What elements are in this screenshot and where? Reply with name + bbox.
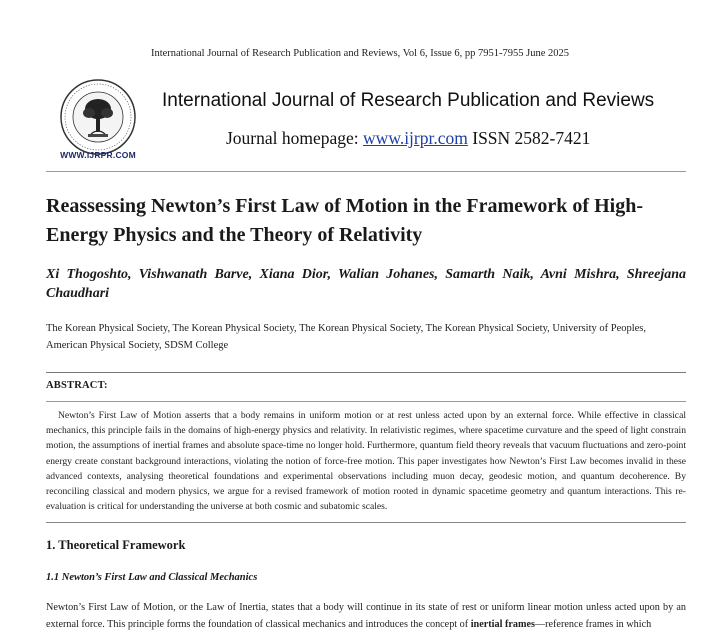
journal-title: International Journal of Research Publication and Reviews (162, 90, 655, 111)
running-head: International Journal of Research Publication and Reviews, Vol 6, Issue 6, pp 7951-7955 June 2025 (150, 48, 570, 59)
affiliations: The Korean Physical Society, The Korean Physical Society, The Korean Physical Society, The Korean Physical Society, University of Peoples, American Physical Society, SDSM College (46, 323, 647, 351)
header-divider (46, 171, 686, 172)
logo-url-caption: WWW.IJRPR.COM (60, 150, 136, 160)
body-text-part: Newton’s First Law of Motion, or the Law of Inertia, states that a body will continue in its state of rest or uniform linear motion unless acted upon by an external force. This principle forms the foundation of classical mechanics and introduces the concept of (46, 602, 686, 630)
abstract-heading: ABSTRACT: (46, 380, 108, 391)
abstract-text: Newton’s First Law of Motion asserts that a body remains in uniform motion or at rest unless acted upon by an external force. While effective in classical mechanics, this principle fails in the domains of high-energy physics and relativity. In relativistic regimes, where spacetime curvature and the speed of light constrain motion, the assumptions of inertial frames and absolute space-time no longer hold. Furthermore, quantum field theory reveals that vacuum fluctuations and zero-point energy create constant background interactions, violating the notion of force-free motion. This paper investigates how Newton’s First Law becomes invalid in these advanced contexts, analysing theoretical foundations and experimental observations including muon decay, geodesic motion, and quantum decoherence. By reconciling classical and modern physics, we argue for a revised framework of motion rooted in dynamic spacetime geometry and quantum interactions. This re-evaluation is critical for understanding the universe at both cosmic and subatomic scales. (46, 410, 686, 513)
issn-text: ISSN 2582-7421 (467, 128, 591, 148)
paper-title: Reassessing Newton’s First Law of Motion in the Framework of High-Energy Physics and the Theory of Relativity (46, 195, 643, 246)
body-bold-term: inertial frames (470, 619, 535, 630)
abstract-heading-rule (46, 401, 686, 402)
body-paragraph (46, 599, 686, 633)
journal-logo (58, 78, 138, 156)
subsection-heading: 1.1 Newton’s First Law and Classical Mechanics (46, 572, 258, 583)
homepage-label: Journal homepage: (226, 128, 364, 148)
journal-homepage-line (226, 128, 686, 149)
abstract-bottom-rule (46, 522, 686, 523)
abstract-top-rule (46, 372, 686, 373)
journal-masthead (46, 68, 686, 160)
section-heading: 1. Theoretical Framework (46, 538, 186, 552)
homepage-link[interactable]: www.ijrpr.com (363, 128, 468, 148)
author-list: Xi Thogoshto, Vishwanath Barve, Xiana Dior, Walian Johanes, Samarth Naik, Avni Mishra, Shreejana Chaudhari (46, 267, 686, 301)
tree-seal-icon (58, 78, 138, 156)
body-text-part: —reference frames in which (534, 619, 652, 630)
